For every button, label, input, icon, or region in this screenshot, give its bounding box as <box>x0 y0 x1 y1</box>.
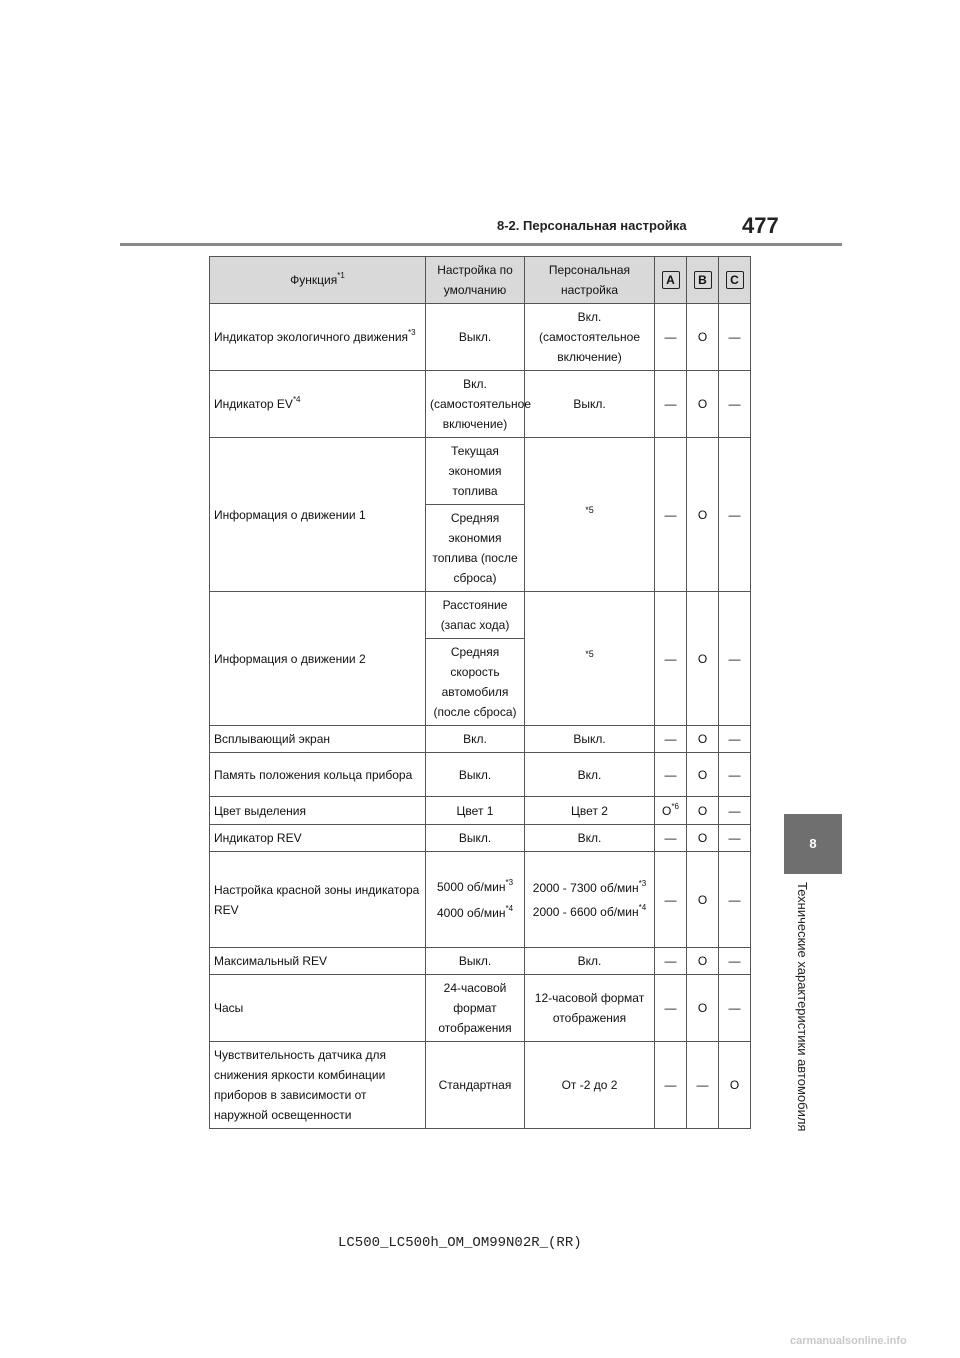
table-row <box>210 371 751 438</box>
settings-table <box>209 256 751 1129</box>
document-code: LC500_LC500h_OM_OM99N02R_(RR) <box>338 1235 582 1251</box>
header-col-a <box>655 257 687 304</box>
cell-custom: 2000 - 7300 об/мин$^{*3}$ 2000 - 6600 об/мин$^{*4}$ <box>525 852 655 948</box>
header-rule <box>120 243 842 246</box>
cell-b: O <box>687 438 719 592</box>
cell-custom: Цвет 2 <box>525 797 655 825</box>
cell-default: Текущая экономия топлива <box>426 438 525 505</box>
cell-function: Цвет выделения <box>210 797 426 825</box>
cell-default: Вкл. <box>426 726 525 753</box>
cell-function: Индикатор экологичного движения$^{*3}$ <box>210 304 426 371</box>
cell-b: O <box>687 948 719 975</box>
cell-b: O <box>687 371 719 438</box>
section-title: 8-2. Персональная настройка <box>497 218 687 233</box>
cell-custom: *5 <box>525 438 655 592</box>
letter-b-icon: B <box>694 271 712 289</box>
cell-a: — <box>655 825 687 852</box>
cell-b: O <box>687 304 719 371</box>
cell-b: O <box>687 852 719 948</box>
table-row <box>210 753 751 797</box>
cell-default: Выкл. <box>426 825 525 852</box>
table-row <box>210 975 751 1042</box>
cell-custom: Выкл. <box>525 371 655 438</box>
cell-b: — <box>687 1042 719 1129</box>
cell-c: — <box>719 948 751 975</box>
table-header-row <box>210 257 751 304</box>
cell-a: — <box>655 304 687 371</box>
table-row <box>210 438 751 505</box>
cell-default: Средняя экономия топлива (после сброса) <box>426 505 525 592</box>
cell-c: — <box>719 797 751 825</box>
cell-default: 5000 об/мин$^{*3}$ 4000 об/мин$^{*4}$ <box>426 852 525 948</box>
table-row <box>210 304 751 371</box>
cell-a: $O^{*6}$ <box>655 797 687 825</box>
cell-function: Часы <box>210 975 426 1042</box>
cell-function: Чувствительность датчика для снижения яркости комбинации приборов в зависимости от наружной освещенности <box>210 1042 426 1129</box>
cell-b: O <box>687 592 719 726</box>
cell-default: Цвет 1 <box>426 797 525 825</box>
cell-function: Индикатор EV$^{*4}$ <box>210 371 426 438</box>
cell-c: — <box>719 438 751 592</box>
cell-a: — <box>655 726 687 753</box>
cell-function: Настройка красной зоны индикатора REV <box>210 852 426 948</box>
header-default: Настройка по умолчанию <box>426 257 525 304</box>
cell-a: — <box>655 1042 687 1129</box>
cell-c: — <box>719 825 751 852</box>
cell-b: O <box>687 726 719 753</box>
table-row <box>210 797 751 825</box>
cell-default: 24-часовой формат отображения <box>426 975 525 1042</box>
table-row <box>210 825 751 852</box>
cell-a: — <box>655 948 687 975</box>
cell-custom: Вкл. (самостоятельное включение) <box>525 304 655 371</box>
cell-custom: Вкл. <box>525 825 655 852</box>
cell-default: Выкл. <box>426 948 525 975</box>
table-row <box>210 948 751 975</box>
table-row <box>210 726 751 753</box>
cell-a: — <box>655 753 687 797</box>
cell-a: — <box>655 975 687 1042</box>
cell-function: Всплывающий экран <box>210 726 426 753</box>
cell-function: Память положения кольца прибора <box>210 753 426 797</box>
cell-function: Информация о движении 2 <box>210 592 426 726</box>
header-col-b <box>687 257 719 304</box>
cell-custom: Вкл. <box>525 948 655 975</box>
cell-default: Стандартная <box>426 1042 525 1129</box>
header-function: Функция$^{*1}$ <box>210 257 426 304</box>
cell-custom: 12-часовой формат отображения <box>525 975 655 1042</box>
cell-default: Вкл. (самостоятельное включение) <box>426 371 525 438</box>
chapter-caption: Технические характеристики автомобиля <box>795 882 810 1132</box>
cell-a: — <box>655 438 687 592</box>
cell-default: Выкл. <box>426 753 525 797</box>
header-custom: Персональная настройка <box>525 257 655 304</box>
cell-c: — <box>719 592 751 726</box>
cell-function: Индикатор REV <box>210 825 426 852</box>
cell-default: Средняя скорость автомобиля (после сброса) <box>426 639 525 726</box>
letter-c-icon: C <box>726 271 744 289</box>
watermark: carmanualsonline.info <box>790 1335 907 1347</box>
cell-c: — <box>719 371 751 438</box>
cell-a: — <box>655 592 687 726</box>
cell-c: — <box>719 852 751 948</box>
chapter-tab <box>784 814 842 874</box>
cell-custom: *5 <box>525 592 655 726</box>
cell-c: — <box>719 726 751 753</box>
cell-c: — <box>719 304 751 371</box>
header-col-c <box>719 257 751 304</box>
cell-default: Выкл. <box>426 304 525 371</box>
cell-function: Информация о движении 1 <box>210 438 426 592</box>
cell-default: Расстояние (запас хода) <box>426 592 525 639</box>
cell-custom: Вкл. <box>525 753 655 797</box>
cell-c: O <box>719 1042 751 1129</box>
cell-a: — <box>655 371 687 438</box>
cell-a: — <box>655 852 687 948</box>
cell-c: — <box>719 753 751 797</box>
cell-function: Максимальный REV <box>210 948 426 975</box>
table-row <box>210 1042 751 1129</box>
cell-b: O <box>687 975 719 1042</box>
cell-c: — <box>719 975 751 1042</box>
page-number: 477 <box>742 213 779 238</box>
chapter-number: 8 <box>809 836 817 851</box>
cell-custom: Выкл. <box>525 726 655 753</box>
cell-b: O <box>687 825 719 852</box>
letter-a-icon: A <box>662 271 680 289</box>
cell-custom: От -2 до 2 <box>525 1042 655 1129</box>
cell-b: O <box>687 797 719 825</box>
cell-b: O <box>687 753 719 797</box>
table-row <box>210 852 751 948</box>
table-row <box>210 592 751 639</box>
